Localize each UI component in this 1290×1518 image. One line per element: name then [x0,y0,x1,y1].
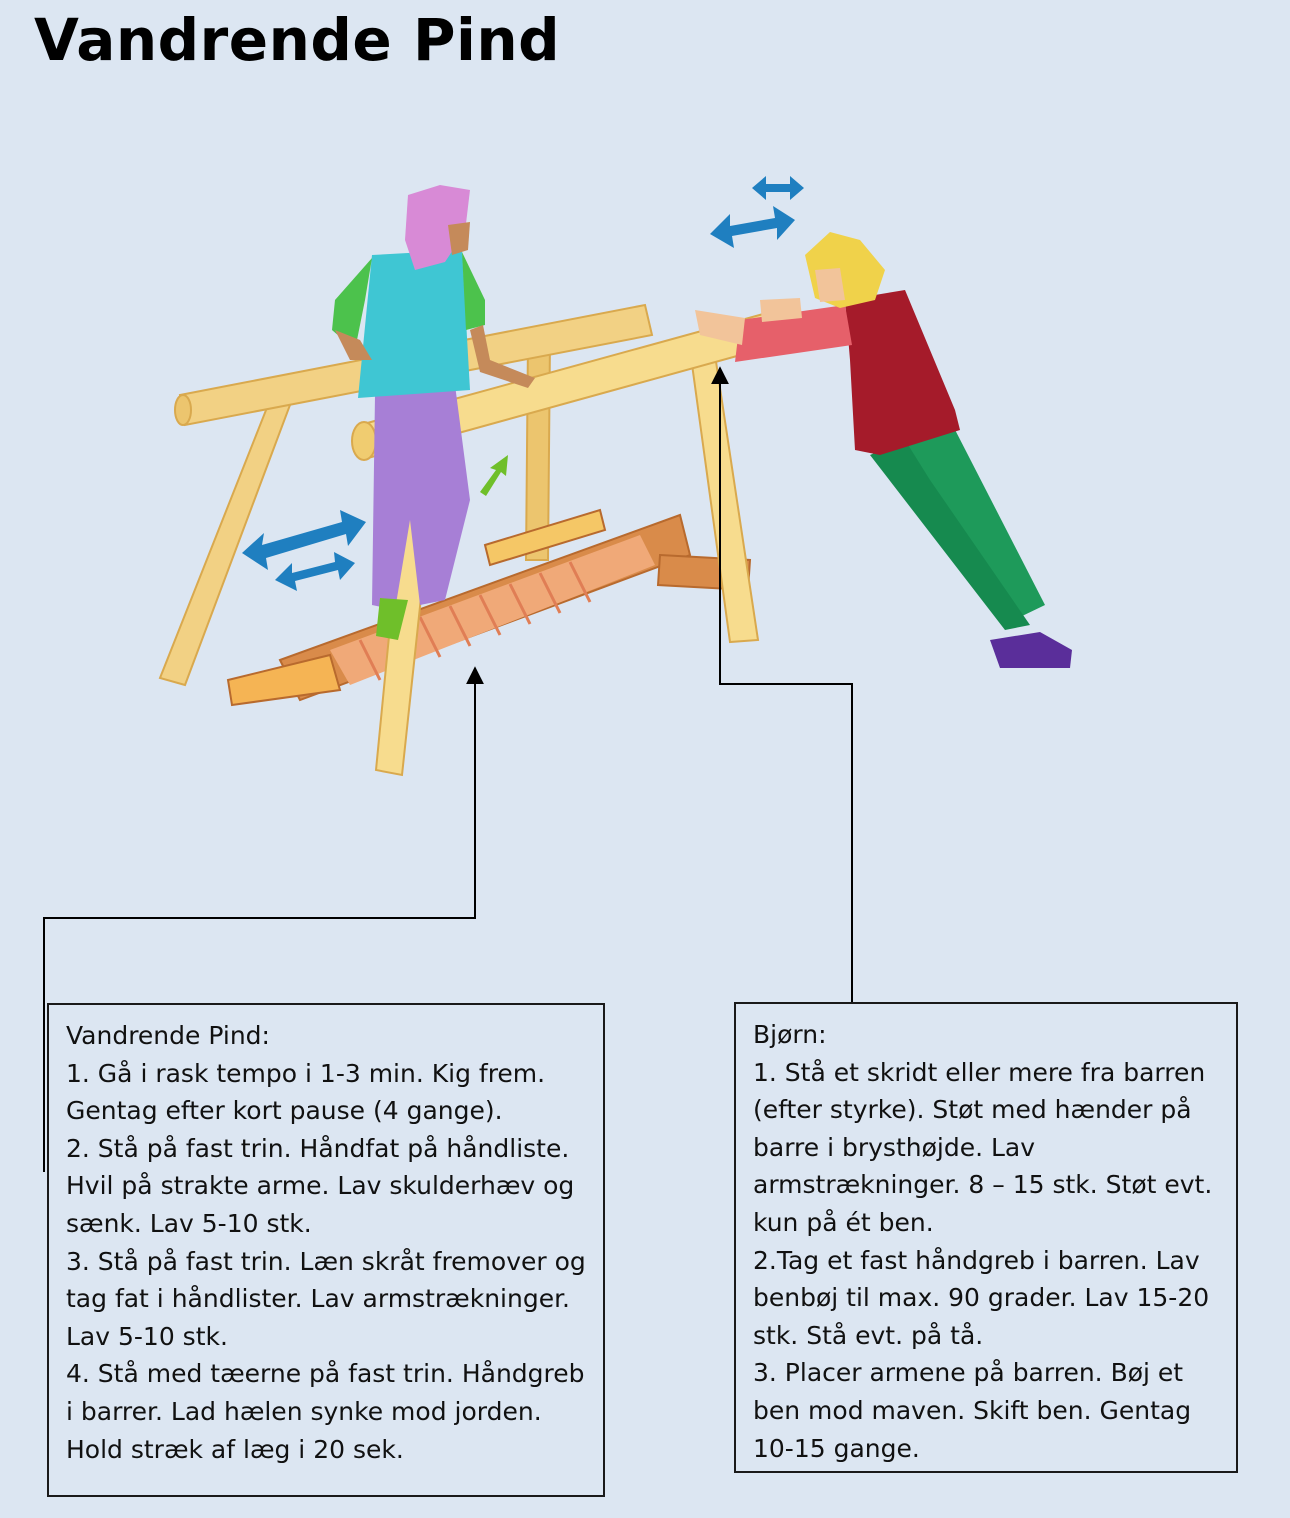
instruction-line: tag fat i håndlister. Lav armstrækninger. [66,1284,571,1314]
green-up-arrow [480,455,508,496]
instruction-line: barre i brysthøjde. Lav [753,1132,1036,1162]
instruction-line: 2. Stå på fast trin. Håndfat på håndliste. [66,1133,570,1163]
box-heading: Bjørn: [753,1020,827,1049]
double-arrow-right-upper [752,176,804,200]
instruction-line: Hold stræk af læg i 20 sek. [66,1434,404,1464]
instruction-line: 3. Stå på fast trin. Læn skråt fremover og [66,1246,586,1276]
instruction-line: Gentag efter kort pause (4 gange). [66,1096,503,1126]
instruction-line: kun på ét ben. [753,1207,934,1237]
instruction-line: 3. Placer armene på barren. Bøj et [753,1358,1184,1388]
instruction-line: 1. Gå i rask tempo i 1-3 min. Kig frem. [66,1058,546,1088]
instruction-line: benbøj til max. 90 grader. Lav 15-20 [753,1283,1210,1313]
box-heading: Vandrende Pind: [66,1021,270,1050]
double-arrow-right-lower [710,206,795,248]
right-connector-line [720,368,852,1002]
instruction-line: i barrer. Lad hælen synke mod jorden. [66,1396,542,1426]
walking-beam-apparatus [160,305,795,775]
instruction-line: armstrækninger. 8 – 15 stk. Støt evt. [753,1170,1213,1200]
instruction-line: stk. Stå evt. på tå. [753,1320,984,1350]
instructions-box-bjorn [734,1002,1238,1473]
instruction-line: ben mod maven. Skift ben. Gentag [753,1395,1192,1425]
page-title: Vandrende Pind [34,6,561,74]
instruction-line: 1. Stå et skridt eller mere fra barren [753,1057,1206,1087]
double-arrow-left-lower [275,552,355,591]
instruction-line: 2.Tag et fast håndgreb i barren. Lav [753,1245,1200,1275]
rear-left-leg [160,400,290,685]
front-right-post [688,335,758,642]
instruction-line: Lav 5-10 stk. [66,1321,228,1351]
instruction-line: 4. Stå med tæerne på fast trin. Håndgreb [66,1359,585,1389]
instruction-line: 10-15 gange. [753,1433,920,1463]
instruction-line: sænk. Lav 5-10 stk. [66,1208,312,1238]
instruction-line: (efter styrke). Støt med hænder på [753,1095,1192,1125]
instructions-box-vandrende-pind [47,1003,605,1497]
instruction-line: Hvil på strakte arme. Lav skulderhæv og [66,1171,575,1201]
